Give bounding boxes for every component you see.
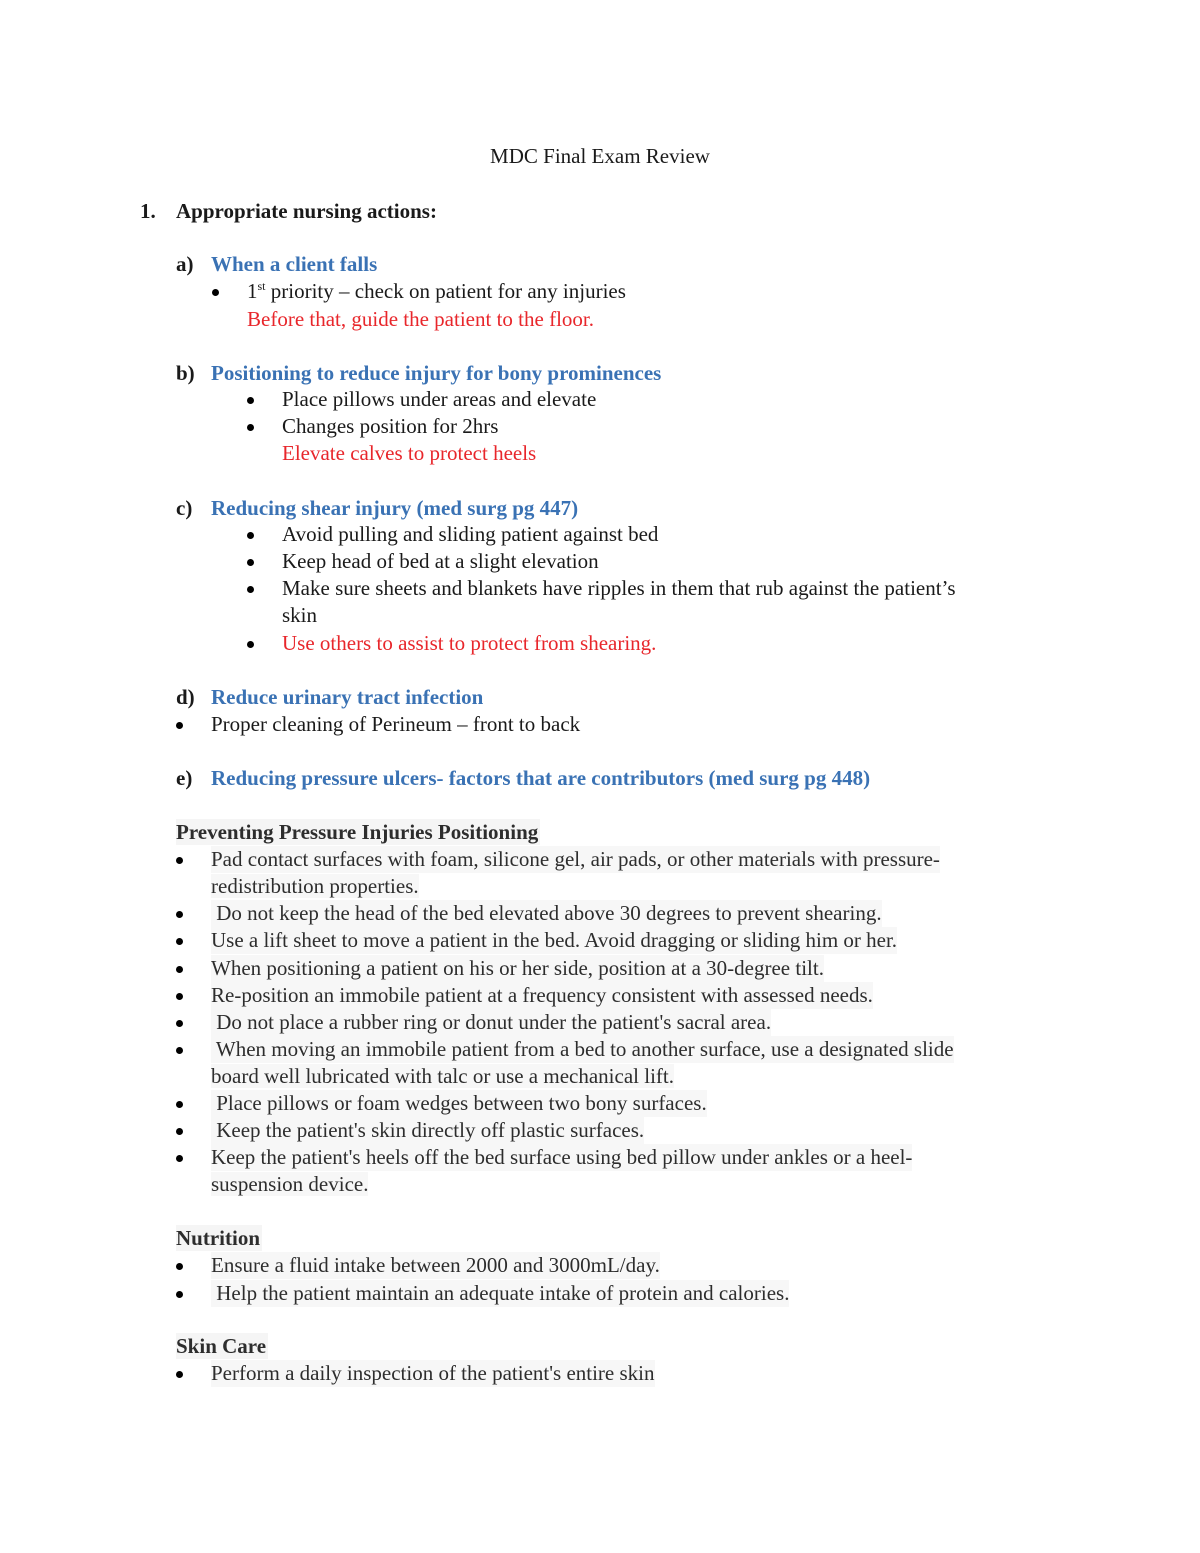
bullet-text: Help the patient maintain an adequate intake of protein and calories. (211, 1281, 790, 1305)
bullet-text: Use a lift sheet to move a patient in the bed. Avoid dragging or sliding him or her. (211, 928, 898, 952)
bullet-text: Avoid pulling and sliding patient against bed (282, 522, 659, 546)
bullet-text: Re-position an immobile patient at a frequency consistent with assessed needs. (211, 983, 873, 1007)
section-heading-nutrition: Nutrition (176, 1226, 260, 1250)
bullet-text: Proper cleaning of Perineum – front to back (211, 712, 581, 736)
bullet-text-cont (211, 1063, 674, 1090)
bullet-icon (212, 289, 219, 296)
bullet-icon (176, 857, 183, 864)
subsection-c-heading (176, 495, 578, 521)
subsection-e-heading (176, 765, 870, 791)
bullet-text: When positioning a patient on his or her side, position at a 30-degree tilt. (211, 956, 824, 980)
bullet-icon (176, 1020, 183, 1027)
section-heading-skin-care: Skin Care (176, 1334, 267, 1358)
subsection-d-heading (176, 684, 483, 710)
subsection-letter: b) (176, 361, 195, 385)
superscript: st (257, 279, 266, 293)
bullet-icon (247, 559, 254, 566)
bullet-icon (176, 993, 183, 1000)
subsection-title: Positioning to reduce injury for bony prominences (211, 361, 662, 385)
subsection-letter: e) (176, 766, 193, 790)
question-number: 1. (140, 199, 156, 223)
section-heading-positioning: Preventing Pressure Injuries Positioning (176, 820, 539, 844)
bullet-text: Ensure a fluid intake between 2000 and 3000mL/day. (211, 1253, 660, 1277)
subsection-letter: a) (176, 252, 194, 276)
bullet-icon (247, 641, 254, 648)
bullet-icon (247, 532, 254, 539)
bullet-icon (176, 1155, 183, 1162)
bullet-text: Use others to assist to protect from shearing. (282, 631, 657, 655)
question-1-heading (140, 198, 437, 224)
bullet-text: Keep the patient's heels off the bed surface using bed pillow under ankles or a heel- (211, 1145, 913, 1169)
subsection-title: Reducing shear injury (med surg pg 447) (211, 496, 579, 520)
subsection-title: When a client falls (211, 252, 378, 276)
bullet-text: Keep head of bed at a slight elevation (282, 549, 599, 573)
bullet-text-cont (211, 1171, 368, 1198)
bullet-icon (247, 586, 254, 593)
bullet-text-cont: skin (282, 603, 318, 627)
subsection-letter: c) (176, 496, 193, 520)
bullet-text-cont: priority – check on patient for any injuries (265, 279, 626, 303)
bullet-icon (176, 1371, 183, 1378)
bullet-text: Keep the patient's skin directly off plastic surfaces. (211, 1118, 645, 1142)
bullet-text-cont (211, 873, 419, 900)
subsection-letter: d) (176, 685, 195, 709)
bullet-icon (247, 424, 254, 431)
page-title: MDC Final Exam Review (490, 144, 710, 168)
bullet-icon (176, 1047, 183, 1054)
bullet-text: board well lubricated with talc or use a mechanical lift. (211, 1064, 674, 1088)
bullet-text: Do not keep the head of the bed elevated above 30 degrees to prevent shearing. (211, 901, 882, 925)
subsection-title: Reducing pressure ulcers- factors that are contributors (med surg pg 448) (211, 766, 871, 790)
note-text: Before that, guide the patient to the floor. (247, 307, 594, 331)
bullet-text: Changes position for 2hrs (282, 414, 499, 438)
bullet-text: Pad contact surfaces with foam, silicone gel, air pads, or other materials with pressure- (211, 847, 940, 871)
subsection-b-heading (176, 360, 661, 386)
question-text: Appropriate nursing actions: (176, 199, 437, 223)
bullet-icon (176, 911, 183, 918)
bullet-text: Place pillows or foam wedges between two bony surfaces. (211, 1091, 707, 1115)
bullet-icon (176, 1101, 183, 1108)
bullet-icon (176, 1128, 183, 1135)
bullet-text: When moving an immobile patient from a bed to another surface, use a designated slide (211, 1037, 954, 1061)
bullet-icon (176, 966, 183, 973)
subsection-a-heading (176, 251, 377, 277)
bullet-icon (247, 397, 254, 404)
bullet-text: Make sure sheets and blankets have ripples in them that rub against the patient’s (282, 576, 956, 600)
bullet-text: Do not place a rubber ring or donut under the patient's sacral area. (211, 1010, 772, 1034)
bullet-icon (176, 1263, 183, 1270)
bullet-text: Perform a daily inspection of the patient's entire skin (211, 1361, 655, 1385)
bullet-icon (176, 1291, 183, 1298)
bullet-text: suspension device. (211, 1172, 369, 1196)
bullet-icon (176, 938, 183, 945)
bullet-text: Place pillows under areas and elevate (282, 387, 597, 411)
subsection-title: Reduce urinary tract infection (211, 685, 484, 709)
note-text: Elevate calves to protect heels (282, 441, 537, 465)
bullet-text: redistribution properties. (211, 874, 419, 898)
bullet-icon (176, 722, 183, 729)
bullet-text: 1 (247, 279, 258, 303)
